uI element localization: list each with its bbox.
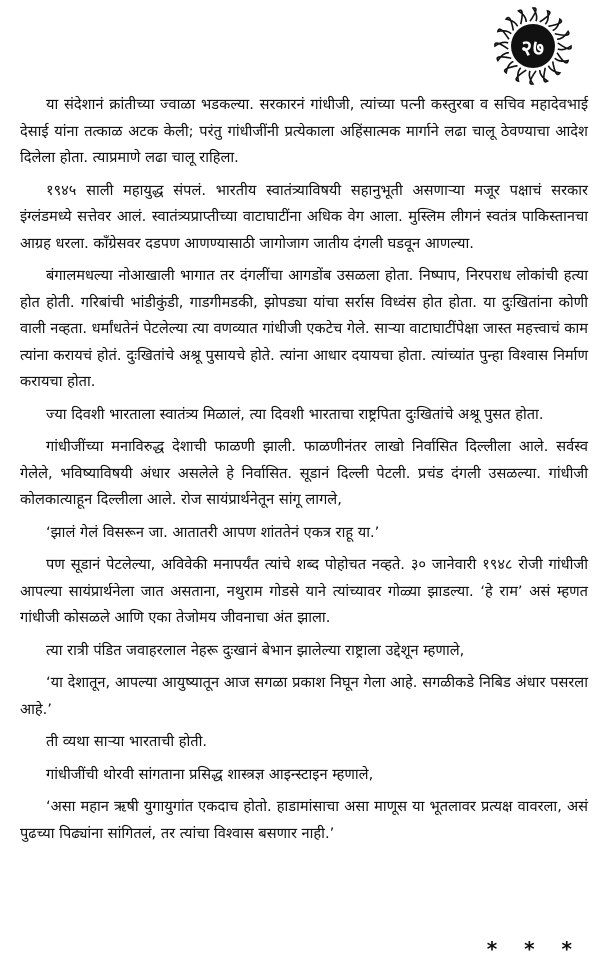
paragraph: बंगालमधल्या नोआखाली भागात तर दंगलींचा आगडोंब उसळला होता. निष्पाप, निरपराध लोकांची हत्या होत होती. गरिबांची भांडीकुंडी, गाडगीमडकी, झोपड्या यांचा सर्रास विध्वंस होत होता. या दुःखितांना कोणी वाली नव्हता. धर्मांधतेनं पेटलेल्या त्या वणव्यात गांधीजी एकटेच गेले. साऱ्या वाटाघाटींपेक्षा जास्त महत्त्वाचं काम त्यांना करायचं होतं. दुःखितांचे अश्रू पुसायचे होते. त्यांना आधार दयायचा होता. त्यांच्यांत पुन्हा विश्वास निर्माण करायचा होता.: [20, 267, 588, 390]
page-number-badge: [487, 2, 579, 94]
paragraph: त्या रात्री पंडित जवाहरलाल नेहरू दुःखानं बेभान झालेल्या राष्ट्राला उद्देशून म्हणाले,: [46, 641, 465, 659]
paragraph: गांधीजींच्या मनाविरुद्ध देशाची फाळणी झाली. फाळणीनंतर लाखो निर्वासित दिल्लीला आले. सर्वस्व गेलेले, भविष्याविषयी अंधार असलेले हे निर्वासित. सूडानं दिल्ली पेटली. प्रचंड दंगली उसळल्या. गांधीजी कोलकात्याहून दिल्लीला आले. रोज सायंप्रार्थनेतून सांगू लागले,: [20, 438, 588, 508]
main-text: [20, 92, 588, 853]
paragraph: १९४५ साली महायुद्ध संपलं. भारतीय स्वातंत्र्याविषयी सहानुभूती असणाऱ्या मजूर पक्षाचं सरकार इंग्लंडमध्ये सत्तेवर आलं. स्वातंत्र्यप्राप्तीच्या वाटाघाटींना अधिक वेग आला. मुस्लिम लीगनं स्वतंत्र पाकिस्तानचा आग्रह धरला. काँग्रेसवर दडपण आणण्यासाठी जागोजाग जातीय दंगली घडवून आणल्या.: [20, 181, 588, 252]
paragraph: या संदेशानं क्रांतीच्या ज्वाळा भडकल्या. सरकारनं गांधीजी, त्यांच्या पत्नी कस्तुरबा व सचिव महादेवभाई देसाई यांना तत्काळ अटक केली; परंतु गांधीजींनी प्रत्येकाला अहिंसात्मक मार्गाने लढा चालू ठेवण्याचा आदेश दिलेला होता. त्याप्रमाणे लढा चालू राहिला.: [20, 96, 588, 166]
quote: ‘झालं गेलं विसरून जा. आतातरी आपण शांततेनं एकत्र राहू या.’: [46, 523, 380, 541]
paragraph: ती व्यथा साऱ्या भारताची होती.: [46, 733, 208, 750]
page-number: २७: [521, 36, 545, 60]
quote: ‘या देशातून, आपल्या आयुष्यातून आज सगळा प्रकाश निघून गेला आहे. सगळीकडे निबिड अंधार पसरला आहे.’: [20, 674, 588, 718]
section-separator: * * *: [486, 937, 582, 961]
quote: ‘असा महान ऋषी युगायुगांत एकदाच होतो. हाडामांसाचा असा माणूस या भूतलावर प्रत्यक्ष वावरला, असं पुढच्या पिढ्यांना सांगितलं, तर त्यांचा विश्वास बसणार नाही.’: [20, 798, 588, 842]
paragraph: पण सूडानं पेटलेल्या, अविवेकी मनापर्यंत त्यांचे शब्द पोहोचत नव्हते. ३० जानेवारी १९४८ रोजी गांधीजी आपल्या सायंप्रार्थनेला जात असताना, नथुराम गोडसे याने त्यांच्यावर गोळ्या झाडल्या. ‘हे राम’ असं म्हणत गांधीजी कोसळले आणि एका तेजोमय जीवनाचा अंत झाला.: [20, 556, 588, 626]
paragraph: गांधीजींची थोरवी सांगताना प्रसिद्ध शास्त्रज्ञ आइन्स्टाइन म्हणाले,: [46, 765, 374, 783]
paragraph: ज्या दिवशी भारताला स्वातंत्र्य मिळालं, त्या दिवशी भारताचा राष्ट्रपिता दुःखितांचे अश्रू पुसत होता.: [46, 405, 544, 423]
